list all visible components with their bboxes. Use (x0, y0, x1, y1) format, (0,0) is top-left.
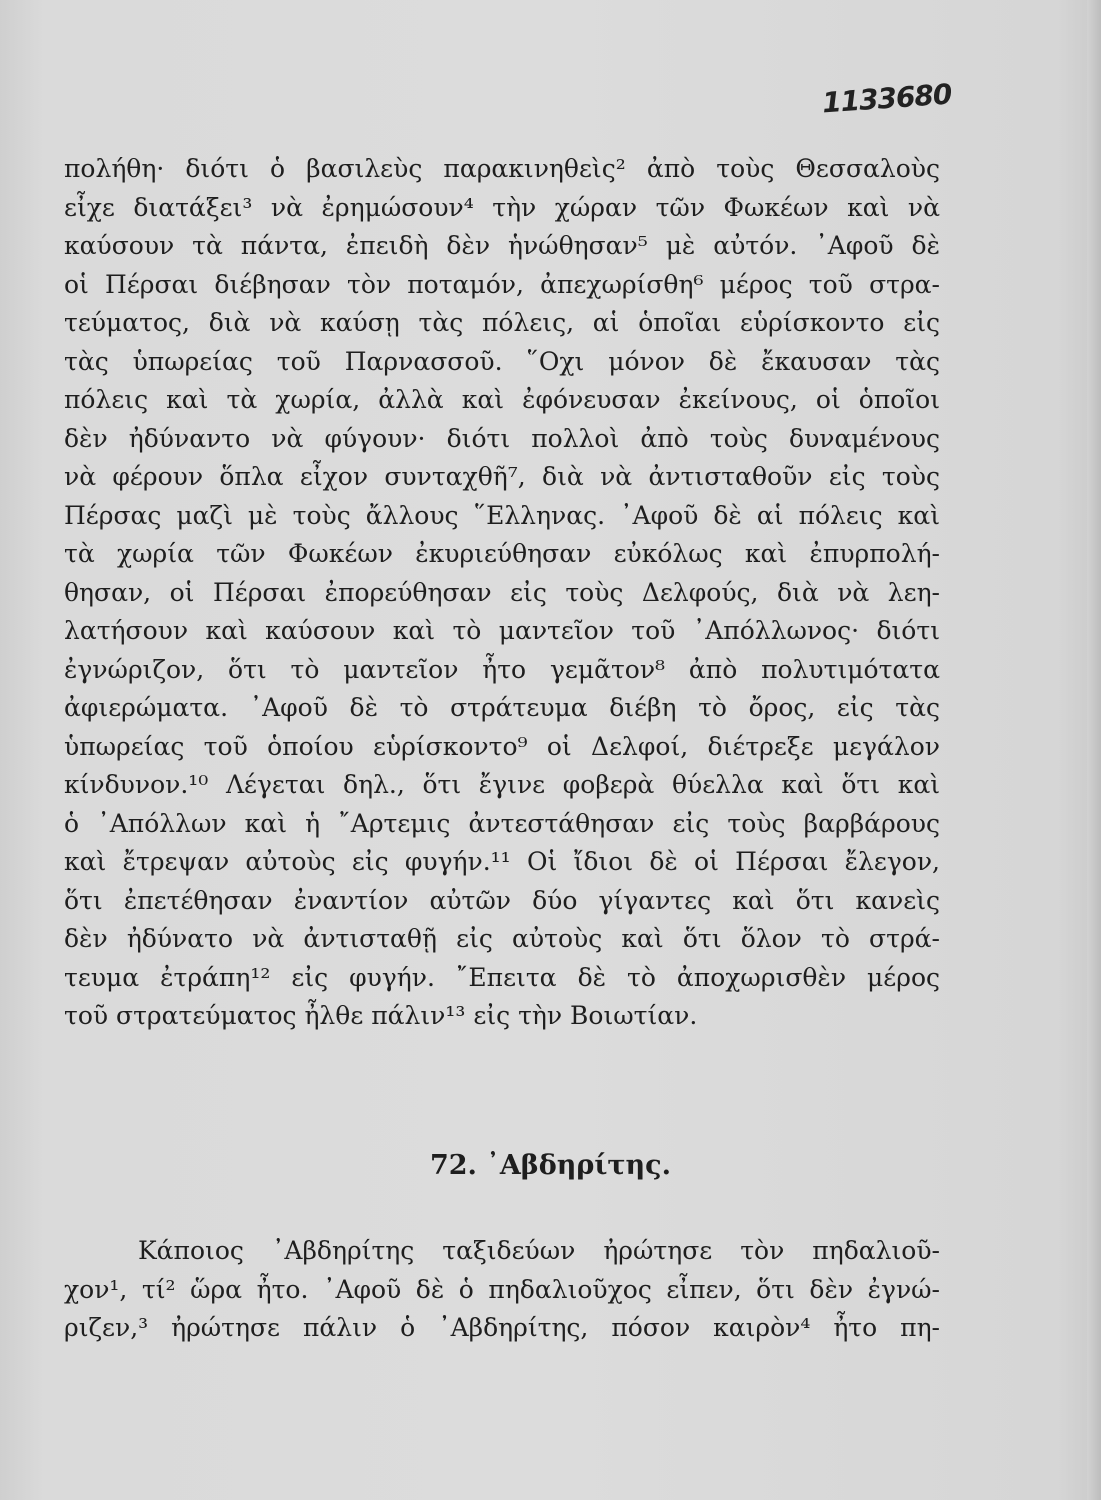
text-line: Κάποιος ᾿Αβδηρίτης ταξιδεύων ἠρώτησε τὸν πηδαλιοῦ- (138, 1236, 940, 1265)
text-line: ὅτι ἐπετέθησαν ἐναντίον αὐτῶν δύο γίγαντες καὶ ὅτι κανεὶς (64, 885, 940, 915)
text-line: δὲν ἠδύνατο νὰ ἀντισταθῇ εἰς αὐτοὺς καὶ ὅτι ὅλον τὸ στρά- (64, 924, 940, 953)
text-line: πολήθη· διότι ὁ βασιλεὺς παρακινηθεὶς² ἀπὸ τοὺς Θεσσαλοὺς (64, 154, 940, 183)
text-line: δὲν ἠδύναντο νὰ φύγουν· διότι πολλοὶ ἀπὸ τοὺς δυναμένους (64, 423, 940, 453)
text-line: ὁ ᾿Απόλλων καὶ ἡ ῎Αρτεμις ἀντεστάθησαν εἰς τοὺς βαρβάρους (64, 808, 940, 838)
text-line: τοῦ στρατεύματος ἦλθε πάλιν¹³ εἰς τὴν Βοιωτίαν. (64, 1001, 698, 1030)
section-heading: 72. ᾿Αβδηρίτης. (429, 1150, 672, 1181)
paragraph-main (64, 150, 940, 1036)
text-line: Πέρσας μαζὶ μὲ τοὺς ἄλλους ῞Ελληνας. ᾿Αφοῦ δὲ αἱ πόλεις καὶ (64, 500, 940, 530)
text-line: τὰς ὑπωρείας τοῦ Παρνασσοῦ. ῞Οχι μόνον δὲ ἔκαυσαν τὰς (64, 346, 940, 376)
text-line: τεύματος, διὰ νὰ καύσῃ τὰς πόλεις, αἱ ὁποῖαι εὑρίσκοντο εἰς (64, 308, 940, 337)
library-stamp: 1133680 (821, 77, 953, 120)
text-line: νὰ φέρουν ὅπλα εἶχον συνταχθῆ⁷, διὰ νὰ ἀντισταθοῦν εἰς τοὺς (64, 462, 940, 491)
text-line: ἐγνώριζον, ὅτι τὸ μαντεῖον ἦτο γεμᾶτον⁸ ἀπὸ πολυτιμότατα (64, 654, 940, 684)
text-line: ἀφιερώματα. ᾿Αφοῦ δὲ τὸ στράτευμα διέβη τὸ ὄρος, εἰς τὰς (64, 693, 940, 722)
text-line: ριζεν,³ ἠρώτησε πάλιν ὁ ᾿Αβδηρίτης, πόσον καιρὸν⁴ ἦτο πη- (64, 1313, 940, 1342)
text-line: ὑπωρείας τοῦ ὁποίου εὑρίσκοντο⁹ οἱ Δελφοί, διέτρεξε μεγάλον (64, 731, 940, 761)
text-line: εἶχε διατάξει³ νὰ ἐρημώσουν⁴ τὴν χώραν τῶν Φωκέων καὶ νὰ (64, 192, 940, 222)
text-line: οἱ Πέρσαι διέβησαν τὸν ποταμόν, ἀπεχωρίσθη⁶ μέρος τοῦ στρα- (64, 269, 940, 299)
text-line: κίνδυνον.¹⁰ Λέγεται δηλ., ὅτι ἔγινε φοβερὰ θύελλα καὶ ὅτι καὶ (64, 770, 940, 799)
text-line: χον¹, τί² ὥρα ἦτο. ᾿Αφοῦ δὲ ὁ πηδαλιοῦχος εἶπεν, ὅτι δὲν ἐγνώ- (64, 1274, 940, 1304)
text-line: πόλεις καὶ τὰ χωρία, ἀλλὰ καὶ ἐφόνευσαν ἐκείνους, οἱ ὁποῖοι (64, 385, 940, 414)
paragraph-second (64, 1232, 940, 1348)
text-line: θησαν, οἱ Πέρσαι ἐπορεύθησαν εἰς τοὺς Δελφούς, διὰ νὰ λεη- (64, 577, 940, 607)
text-line: τὰ χωρία τῶν Φωκέων ἐκυριεύθησαν εὐκόλως καὶ ἐπυρπολή- (64, 539, 940, 568)
page-edge (1087, 0, 1101, 1500)
text-line: λατήσουν καὶ καύσουν καὶ τὸ μαντεῖον τοῦ ᾿Απόλλωνος· διότι (64, 616, 940, 645)
text-line: τευμα ἐτράπη¹² εἰς φυγήν. ῎Επειτα δὲ τὸ ἀποχωρισθὲν μέρος (64, 962, 940, 992)
text-line: καὶ ἔτρεψαν αὐτοὺς εἰς φυγήν.¹¹ Οἱ ἴδιοι δὲ οἱ Πέρσαι ἔλεγον, (64, 847, 940, 876)
text-line: καύσουν τὰ πάντα, ἐπειδὴ δὲν ἡνώθησαν⁵ μὲ αὐτόν. ᾿Αφοῦ δὲ (64, 231, 940, 260)
